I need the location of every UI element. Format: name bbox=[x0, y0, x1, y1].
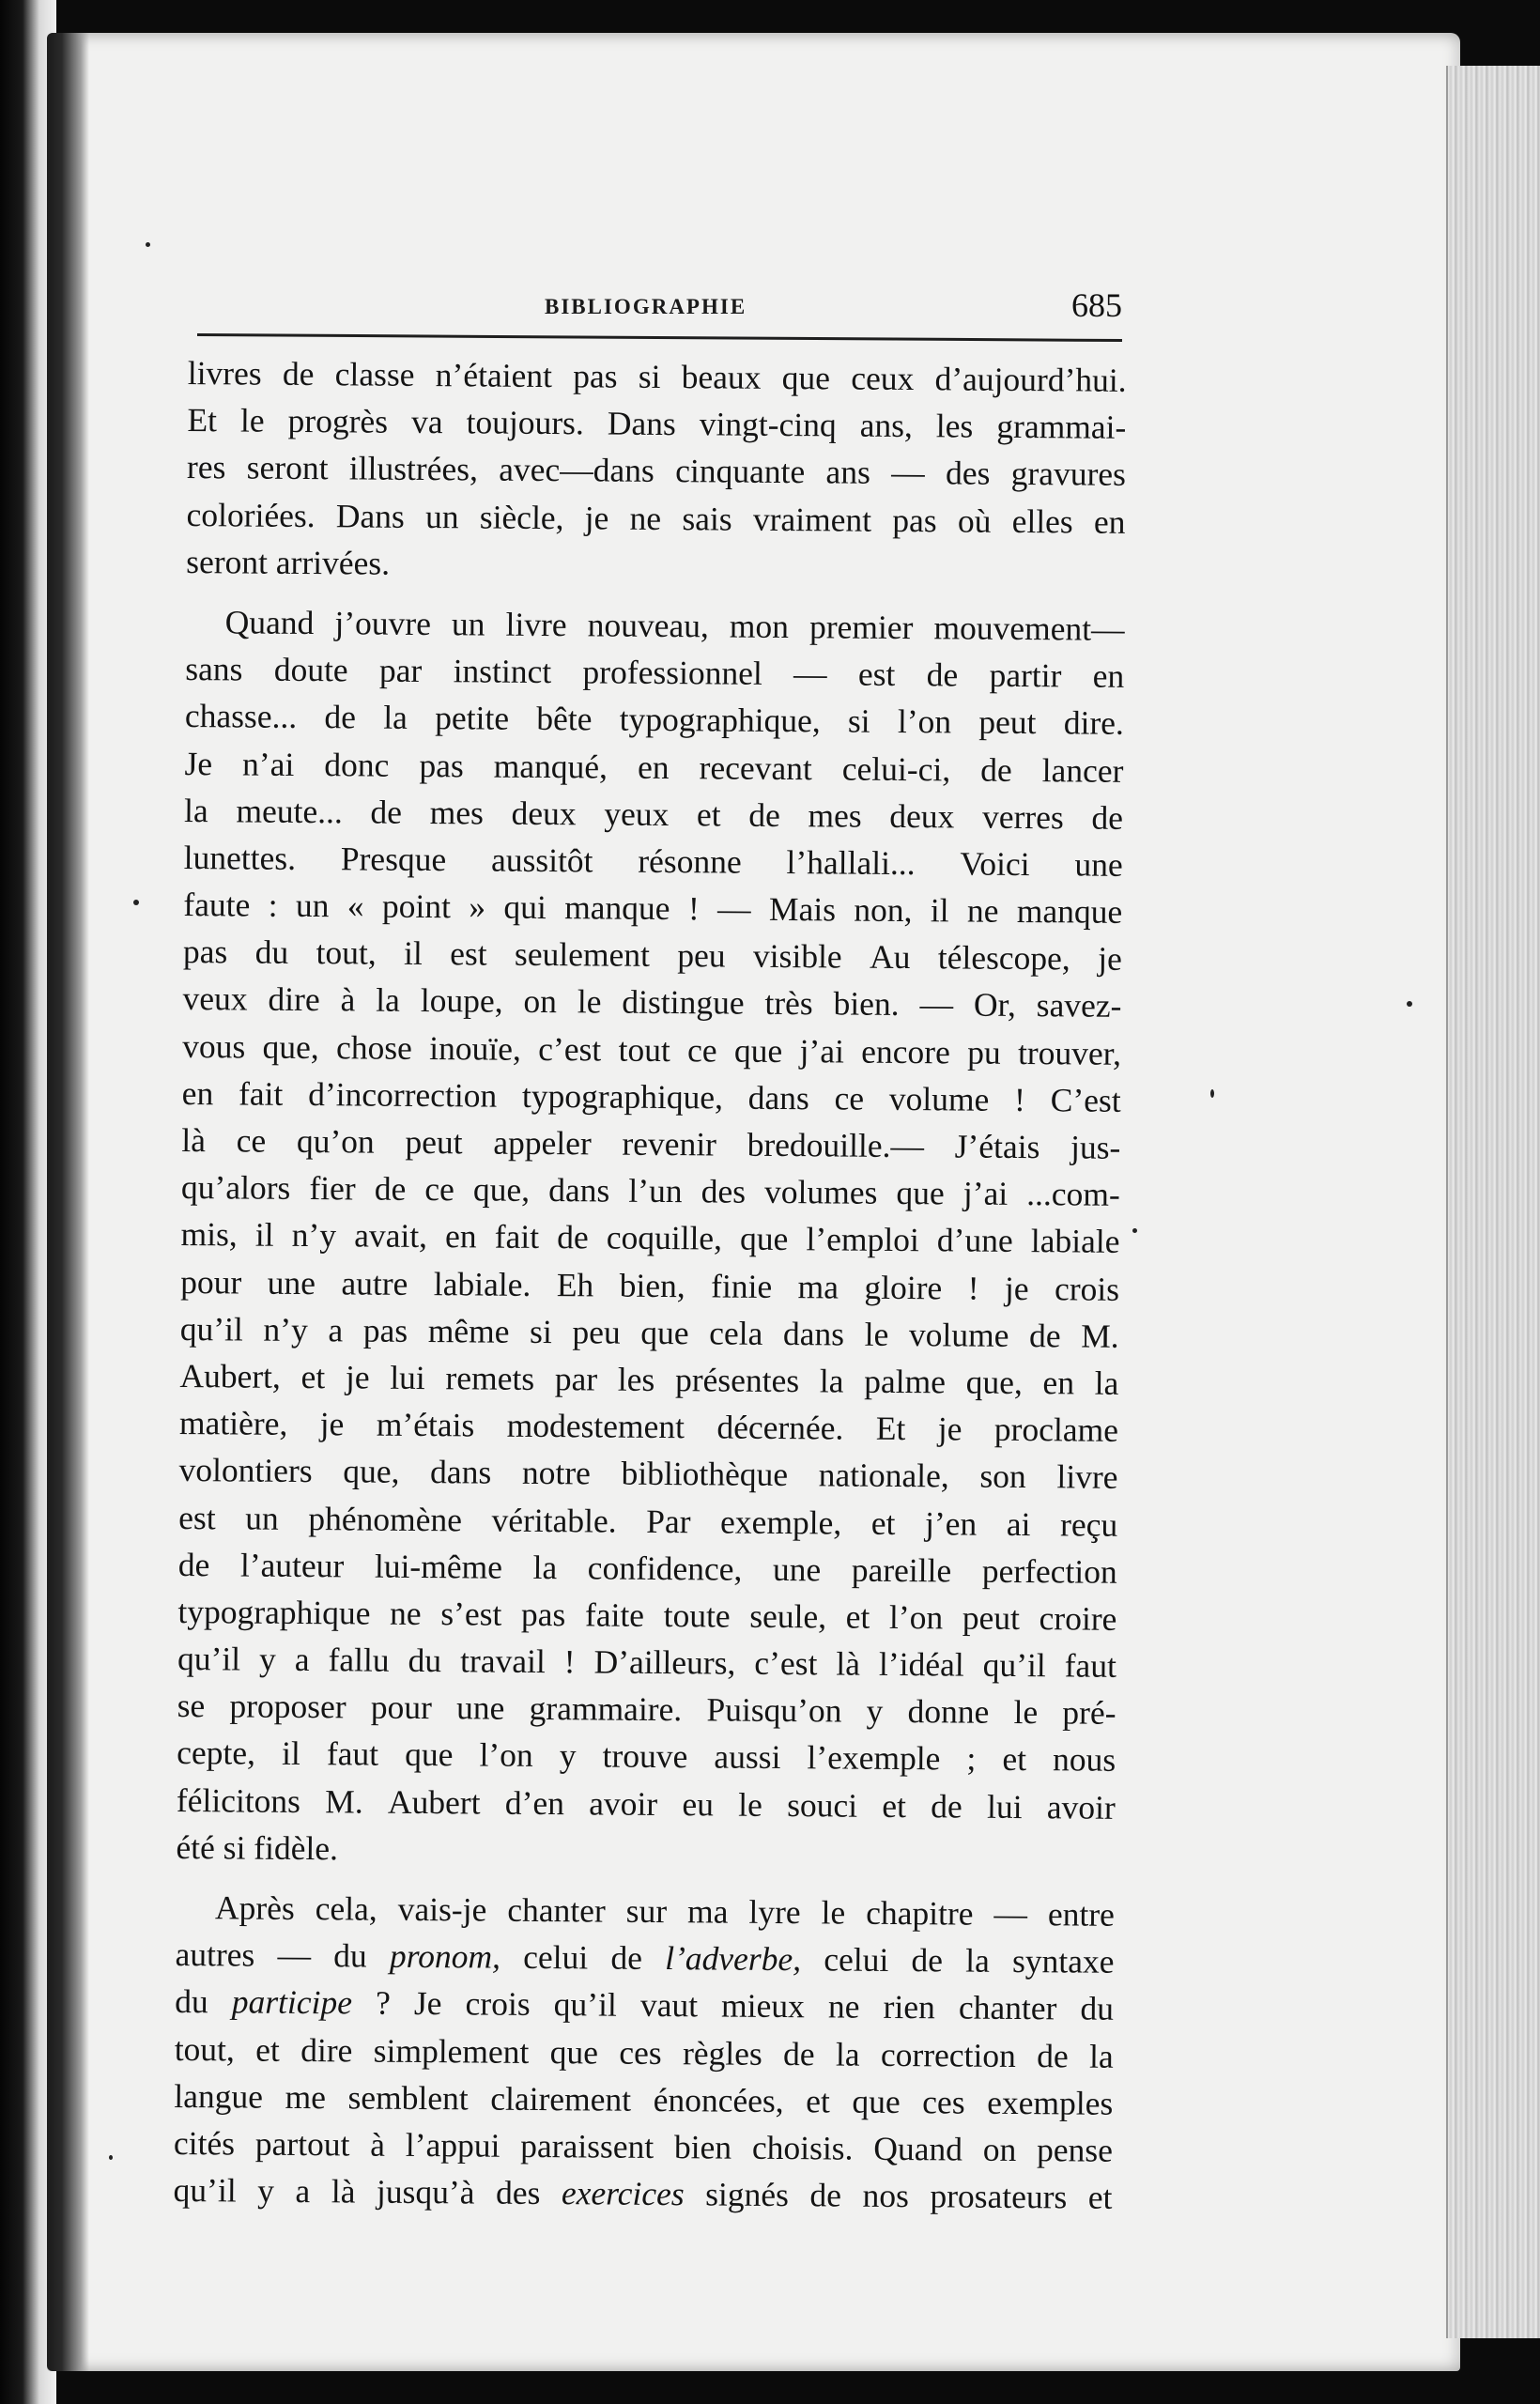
text-line: du participe ? Je crois qu’il vaut mieux ne rien chanter du bbox=[175, 1982, 1115, 2028]
text-line: vous que, chose inouïe, c’est tout ce que j’ai encore pu trouver, bbox=[182, 1026, 1122, 1072]
text-line: là ce qu’on peut appeler revenir bredouille.— J’étais jus- bbox=[181, 1120, 1121, 1166]
scan-speck bbox=[1407, 1001, 1412, 1007]
text-line: qu’alors fier de ce que, dans l’un des volumes que j’ai ...com- bbox=[180, 1168, 1120, 1214]
text-line: veux dire à la loupe, on le distingue très bien. — Or, savez- bbox=[182, 979, 1122, 1025]
scan-speck bbox=[1210, 1089, 1214, 1098]
text-line: félicitons M. Aubert d’en avoir eu le souci et de lui avoir bbox=[176, 1780, 1116, 1826]
text-line: Quand j’ouvre un livre nouveau, mon premier mouvement— bbox=[224, 603, 1125, 648]
text-line: pas du tout, il est seulement peu visible Au télescope, je bbox=[182, 932, 1122, 979]
text-line: la meute... de mes deux yeux et de mes deux verres de bbox=[183, 791, 1124, 837]
text-line: cepte, il faut que l’on y trouve aussi l’exemple ; et nous bbox=[177, 1734, 1116, 1780]
text-line: Après cela, vais-je chanter sur ma lyre le chapitre — entre bbox=[214, 1888, 1116, 1934]
text-line: été si fidèle. bbox=[176, 1827, 339, 1868]
text-line: langue me semblent clairement énoncées, et que ces exemples bbox=[174, 2076, 1114, 2122]
running-head bbox=[192, 282, 1122, 338]
scan-speck bbox=[146, 242, 150, 247]
text-line: typographique ne s’est pas faite toute seule, et l’on peut croire bbox=[177, 1592, 1117, 1638]
text-line: volontiers que, dans notre bibliothèque nationale, son livre bbox=[178, 1451, 1118, 1497]
scan-speck bbox=[133, 900, 139, 905]
text-line: tout, et dire simplement que ces règles de la correction de la bbox=[174, 2029, 1114, 2075]
text-line: seront arrivées. bbox=[186, 542, 391, 582]
text-line: pour une autre labiale. Eh bien, finie ma gloire ! je crois bbox=[180, 1262, 1120, 1308]
body-text bbox=[173, 349, 1127, 2221]
scan-speck bbox=[109, 2155, 113, 2160]
page-number: 685 bbox=[1071, 286, 1122, 324]
text-line: qu’il y a fallu du travail ! D’ailleurs, c’est là l’idéal qu’il faut bbox=[177, 1640, 1117, 1685]
text-line: livres de classe n’étaient pas si beaux que ceux d’aujourd’hui. bbox=[187, 353, 1127, 399]
text-line: matière, je m’étais modestement décernée. Et je proclame bbox=[178, 1404, 1119, 1449]
text-line: res seront illustrées, avec—dans cinquante ans — des gravures bbox=[186, 448, 1127, 494]
text-line: Aubert, et je lui remets par les présentes la palme que, en la bbox=[179, 1356, 1119, 1402]
text-line: coloriées. Dans un siècle, je ne sais vraiment pas où elles en bbox=[186, 495, 1126, 541]
text-line: Je n’ai donc pas manqué, en recevant celui-ci, de lancer bbox=[184, 744, 1124, 790]
text-line: se proposer pour une grammaire. Puisqu’on y donne le pré- bbox=[177, 1687, 1116, 1733]
text-line: faute : un « point » qui manque ! — Mais non, il ne manque bbox=[183, 886, 1123, 931]
scan-speck bbox=[1132, 1228, 1137, 1233]
text-line: chasse... de la petite bête typographique, si l’on peut dire. bbox=[184, 697, 1125, 743]
text-line: sans doute par instinct professionnel — est de partir en bbox=[185, 650, 1125, 695]
page-fore-edge bbox=[1446, 66, 1540, 2338]
text-line: autres — du pronom, celui de l’adverbe, celui de la syntaxe bbox=[175, 1935, 1115, 1980]
text-line: qu’il n’y a pas même si peu que cela dans le volume de M. bbox=[179, 1309, 1119, 1355]
text-line: en fait d’incorrection typographique, dans ce volume ! C’est bbox=[181, 1073, 1121, 1119]
text-line: qu’il y a là jusqu’à des exercices signés de nos prosateurs et bbox=[173, 2171, 1113, 2216]
text-line: cités partout à l’appui paraissent bien choisis. Quand on pense bbox=[173, 2123, 1114, 2169]
text-line: de l’auteur lui-même la confidence, une pareille perfection bbox=[177, 1545, 1117, 1591]
text-line: est un phénomène véritable. Par exemple, et j’en ai reçu bbox=[178, 1498, 1118, 1544]
text-line: Et le progrès va toujours. Dans vingt-cinq ans, les grammai- bbox=[187, 401, 1127, 447]
page-gutter-shadow bbox=[47, 33, 89, 2371]
text-line: lunettes. Presque aussitôt résonne l’hallali... Voici une bbox=[183, 838, 1123, 884]
running-head-title: BIBLIOGRAPHIE bbox=[545, 295, 747, 318]
text-line: mis, il n’y avait, en fait de coquille, que l’emploi d’une labiale bbox=[180, 1215, 1120, 1261]
